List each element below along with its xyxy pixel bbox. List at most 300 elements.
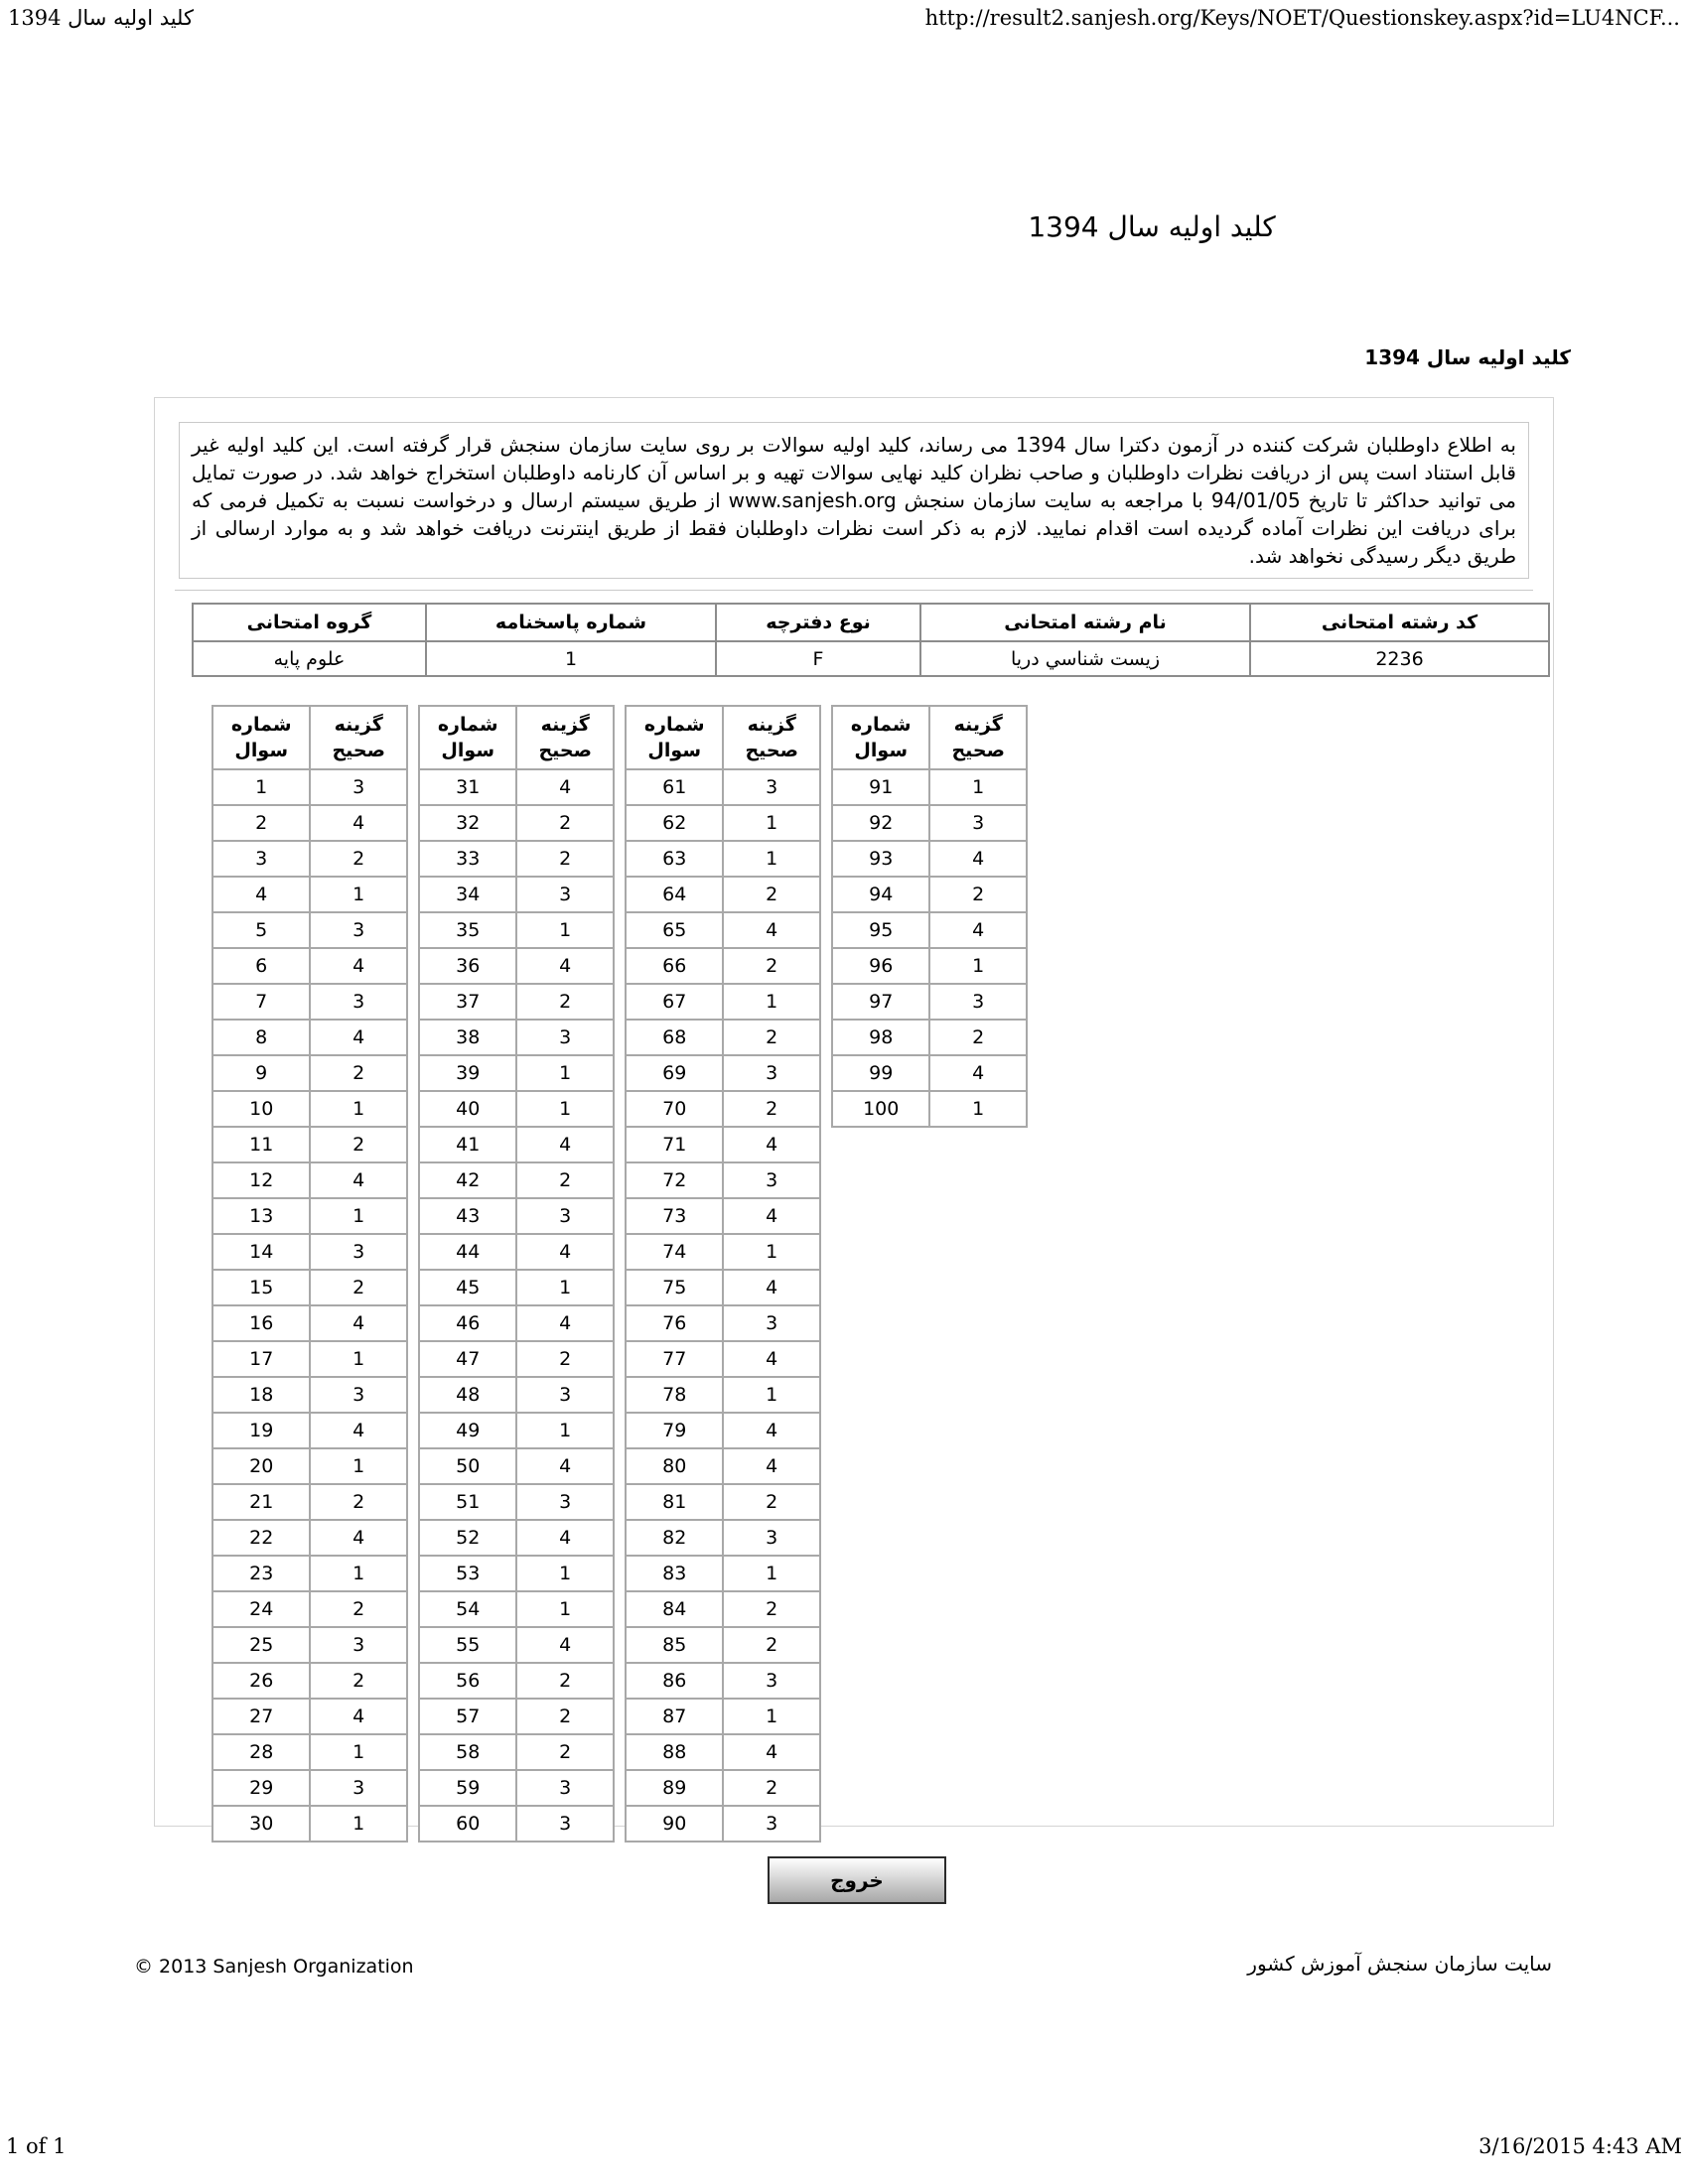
answer-row [419,1198,614,1234]
question-number: 89 [626,1770,723,1806]
correct-option: 4 [723,1127,820,1162]
answer-key-table [211,705,408,1843]
correct-option: 3 [723,1520,820,1556]
question-number: 54 [419,1591,516,1627]
answer-key-table [625,705,821,1843]
correct-option: 4 [723,1448,820,1484]
correct-option: 1 [723,984,820,1020]
answer-row [832,805,1027,841]
correct-option: 2 [516,841,614,877]
question-number: 3 [212,841,310,877]
answersheet-no-value: 1 [426,641,716,676]
question-number-header: شماره سوال [419,706,516,769]
question-number: 85 [626,1627,723,1663]
question-number: 11 [212,1127,310,1162]
answer-row [832,841,1027,877]
question-number: 1 [212,769,310,805]
correct-option: 1 [929,948,1027,984]
correct-option: 1 [723,805,820,841]
correct-option: 3 [723,1806,820,1842]
answer-row [832,912,1027,948]
answer-row [626,912,820,948]
answer-row [212,1305,407,1341]
question-number: 77 [626,1341,723,1377]
answer-row [419,769,614,805]
question-number: 99 [832,1055,929,1091]
answer-row [212,769,407,805]
answer-row [212,1448,407,1484]
question-number: 10 [212,1091,310,1127]
question-number: 73 [626,1198,723,1234]
question-number: 88 [626,1734,723,1770]
answer-row [212,1270,407,1305]
question-number: 7 [212,984,310,1020]
question-number: 16 [212,1305,310,1341]
answer-row [419,1234,614,1270]
correct-option: 2 [723,1091,820,1127]
exam-info-value-row [193,641,1549,676]
key-table-header-row [212,706,407,769]
question-number: 65 [626,912,723,948]
correct-option: 2 [310,1270,407,1305]
answer-row [626,1055,820,1091]
question-number: 17 [212,1341,310,1377]
correct-option: 4 [310,1305,407,1341]
question-number: 87 [626,1699,723,1734]
exam-group-value: علوم پایه [193,641,426,676]
answer-row [419,1377,614,1413]
correct-option: 3 [516,1484,614,1520]
question-number: 32 [419,805,516,841]
answer-row [626,1091,820,1127]
correct-option: 3 [516,1806,614,1842]
answer-row [419,1734,614,1770]
answer-row [626,769,820,805]
question-number: 51 [419,1484,516,1520]
answer-row [212,805,407,841]
question-number: 8 [212,1020,310,1055]
question-number: 72 [626,1162,723,1198]
question-number: 41 [419,1127,516,1162]
answer-row [626,1234,820,1270]
answer-row [832,984,1027,1020]
correct-option: 1 [310,1341,407,1377]
correct-option: 3 [723,1305,820,1341]
correct-option-header: گزینه صحیح [310,706,407,769]
question-number: 4 [212,877,310,912]
correct-option: 2 [723,1770,820,1806]
question-number: 36 [419,948,516,984]
correct-option: 4 [929,841,1027,877]
correct-option: 4 [310,1413,407,1448]
answer-row [212,1627,407,1663]
question-number: 64 [626,877,723,912]
question-number: 45 [419,1270,516,1305]
notice-text: به اطلاع داوطلبان شرکت کننده در آزمون دکترا سال 1394 می رساند، کلید اولیه سوالات بر روی سایت سازمان سنجش قرار گرفته است. این کلید اولیه غیر قابل استناد است پس از دریافت نظرات داوطلبان و صاحب نظران کلید نهایی سوالات تهیه و بر اساس آن کارنامه داوطلبان استخراج خواهد شد. در صورت تمایل می توانید حداکثر تا تاریخ 94/01/05 با مراجعه به سایت سازمان سنجش www.sanjesh.org از طریق سیستم ارسال و درخواست نسبت به تکمیل فرمی که برای دریافت این نظرات آماده گردیده است اقدام نمایید. لازم به ذکر است نظرات داوطلبان فقط از طریق اینترنت دریافت خواهد شد و به موارد ارسالی از طریق دیگر رسیدگی نخواهد شد. [179,422,1529,579]
correct-option: 1 [310,1806,407,1842]
question-number: 6 [212,948,310,984]
answer-row [626,1448,820,1484]
exam-field-value: زیست شناسي دریا [920,641,1250,676]
correct-option: 2 [310,1591,407,1627]
page-subtitle: کلید اولیه سال 1394 [1364,345,1571,369]
exam-info-table [192,603,1550,677]
correct-option: 2 [929,877,1027,912]
booklet-type-value: F [716,641,920,676]
question-number: 96 [832,948,929,984]
question-number: 55 [419,1627,516,1663]
question-number: 50 [419,1448,516,1484]
question-number: 44 [419,1234,516,1270]
correct-option: 2 [723,948,820,984]
answer-key-table [418,705,615,1843]
answer-row [626,1484,820,1520]
question-number: 40 [419,1091,516,1127]
question-number: 24 [212,1591,310,1627]
answer-row [212,1556,407,1591]
answer-row [626,1377,820,1413]
answer-row [419,1020,614,1055]
answer-row [419,912,614,948]
correct-option: 2 [310,1663,407,1699]
correct-option: 4 [723,1198,820,1234]
question-number: 19 [212,1413,310,1448]
correct-option: 4 [516,1448,614,1484]
question-number: 43 [419,1198,516,1234]
correct-option: 4 [516,1234,614,1270]
exam-group-header: گروه امتحانی [193,604,426,641]
question-number: 18 [212,1377,310,1413]
answer-row [419,1413,614,1448]
question-number: 48 [419,1377,516,1413]
question-number: 30 [212,1806,310,1842]
answer-row [212,877,407,912]
exit-button[interactable]: خروج [768,1856,946,1904]
answer-row [419,1770,614,1806]
question-number: 52 [419,1520,516,1556]
correct-option: 1 [929,769,1027,805]
question-number: 82 [626,1520,723,1556]
correct-option: 4 [310,1520,407,1556]
correct-option: 1 [310,1556,407,1591]
correct-option: 3 [723,1162,820,1198]
correct-option: 3 [310,1770,407,1806]
answer-row [212,984,407,1020]
correct-option: 1 [723,841,820,877]
correct-option: 4 [516,1127,614,1162]
answer-row [419,1270,614,1305]
correct-option: 4 [516,769,614,805]
site-name-text: سایت سازمان سنجش آموزش کشور [1247,1952,1552,1976]
answer-row [419,1591,614,1627]
correct-option: 4 [516,1520,614,1556]
question-number: 37 [419,984,516,1020]
answer-key-table [831,705,1028,1128]
answer-row [832,877,1027,912]
answer-row [212,1091,407,1127]
correct-option: 4 [723,1270,820,1305]
print-header-title: کلید اولیه سال 1394 [8,6,195,30]
correct-option: 4 [929,1055,1027,1091]
answer-row [212,1484,407,1520]
correct-option: 3 [723,769,820,805]
question-number: 49 [419,1413,516,1448]
question-number: 38 [419,1020,516,1055]
correct-option: 2 [310,841,407,877]
question-number: 86 [626,1663,723,1699]
correct-option: 4 [310,1699,407,1734]
correct-option: 4 [516,948,614,984]
question-number: 63 [626,841,723,877]
correct-option: 2 [516,1699,614,1734]
correct-option: 4 [723,912,820,948]
answer-row [626,1127,820,1162]
correct-option: 1 [516,912,614,948]
question-number: 61 [626,769,723,805]
correct-option: 1 [310,1198,407,1234]
question-number: 56 [419,1663,516,1699]
correct-option: 4 [310,948,407,984]
question-number: 68 [626,1020,723,1055]
print-header [8,6,1680,30]
answer-row [419,1663,614,1699]
answer-row [626,1806,820,1842]
question-number: 9 [212,1055,310,1091]
answer-row [419,1305,614,1341]
answer-row [626,805,820,841]
correct-option: 2 [310,1484,407,1520]
correct-option: 3 [516,1020,614,1055]
question-number-header: شماره سوال [626,706,723,769]
question-number: 29 [212,1770,310,1806]
correct-option: 1 [516,1091,614,1127]
answer-row [419,1484,614,1520]
answer-row [419,1806,614,1842]
question-number: 58 [419,1734,516,1770]
correct-option: 2 [310,1055,407,1091]
question-number: 74 [626,1234,723,1270]
exam-info-header-row [193,604,1549,641]
answer-row [626,1270,820,1305]
correct-option: 3 [929,984,1027,1020]
question-number: 80 [626,1448,723,1484]
correct-option: 4 [723,1734,820,1770]
answer-row [212,948,407,984]
correct-option: 3 [310,1234,407,1270]
correct-option: 3 [516,877,614,912]
answer-row [419,1091,614,1127]
question-number: 57 [419,1699,516,1734]
answer-row [626,1305,820,1341]
page-title: کلید اولیه سال 1394 [1028,210,1276,243]
question-number: 90 [626,1806,723,1842]
answer-row [626,1520,820,1556]
answer-row [626,1770,820,1806]
answer-row [212,1055,407,1091]
answer-row [626,1162,820,1198]
correct-option: 1 [310,1448,407,1484]
correct-option: 1 [516,1270,614,1305]
answer-row [419,1699,614,1734]
answer-row [626,1198,820,1234]
question-number: 71 [626,1127,723,1162]
question-number: 100 [832,1091,929,1127]
answer-row [626,1341,820,1377]
correct-option: 4 [723,1413,820,1448]
correct-option: 2 [723,1591,820,1627]
question-number: 31 [419,769,516,805]
answer-row [212,1413,407,1448]
correct-option: 1 [516,1591,614,1627]
question-number: 5 [212,912,310,948]
correct-option: 3 [516,1770,614,1806]
answer-row [626,841,820,877]
print-header-url: http://result2.sanjesh.org/Keys/NOET/Questionskey.aspx?id=LU4NCF... [924,6,1680,30]
correct-option: 1 [310,1091,407,1127]
question-number-header: شماره سوال [832,706,929,769]
correct-option: 4 [310,805,407,841]
answer-row [212,1699,407,1734]
question-number: 83 [626,1556,723,1591]
question-number: 92 [832,805,929,841]
answer-row [626,948,820,984]
correct-option: 4 [516,1627,614,1663]
question-number: 79 [626,1413,723,1448]
answer-row [419,1627,614,1663]
correct-option: 3 [310,1377,407,1413]
question-number: 66 [626,948,723,984]
question-number-header: شماره سوال [212,706,310,769]
question-number: 95 [832,912,929,948]
question-number: 78 [626,1377,723,1413]
question-number: 22 [212,1520,310,1556]
correct-option: 1 [516,1055,614,1091]
question-number: 59 [419,1770,516,1806]
correct-option: 1 [723,1556,820,1591]
answer-row [212,1234,407,1270]
answer-row [212,912,407,948]
correct-option: 1 [929,1091,1027,1127]
answer-row [419,1162,614,1198]
answer-row [212,1198,407,1234]
correct-option: 3 [310,769,407,805]
correct-option: 4 [723,1341,820,1377]
question-number: 53 [419,1556,516,1591]
keys-section [175,590,1533,1843]
question-number: 47 [419,1341,516,1377]
question-number: 84 [626,1591,723,1627]
correct-option: 2 [723,877,820,912]
question-number: 46 [419,1305,516,1341]
question-number: 75 [626,1270,723,1305]
answer-row [419,805,614,841]
correct-option: 1 [516,1556,614,1591]
correct-option: 2 [723,1484,820,1520]
question-number: 69 [626,1055,723,1091]
question-number: 70 [626,1091,723,1127]
answer-row [626,1627,820,1663]
key-table-header-row [626,706,820,769]
correct-option: 2 [516,1734,614,1770]
correct-option: 2 [929,1020,1027,1055]
answer-row [212,1341,407,1377]
question-number: 27 [212,1699,310,1734]
correct-option: 4 [929,912,1027,948]
correct-option: 1 [723,1699,820,1734]
content-panel [154,397,1554,1835]
correct-option: 1 [310,877,407,912]
print-timestamp: 3/16/2015 4:43 AM [1478,2134,1682,2158]
correct-option: 2 [723,1627,820,1663]
correct-option: 4 [310,1162,407,1198]
correct-option: 3 [723,1055,820,1091]
answer-row [626,1020,820,1055]
question-number: 62 [626,805,723,841]
answer-row [419,841,614,877]
answer-row [212,1734,407,1770]
answer-row [419,948,614,984]
correct-option: 2 [516,1663,614,1699]
answer-row [832,1020,1027,1055]
answer-row [832,769,1027,805]
question-number: 33 [419,841,516,877]
question-number: 97 [832,984,929,1020]
key-table-header-row [832,706,1027,769]
correct-option: 2 [310,1127,407,1162]
answer-row [419,877,614,912]
correct-option: 3 [723,1663,820,1699]
question-number: 39 [419,1055,516,1091]
answer-row [212,1591,407,1627]
answer-row [212,841,407,877]
question-number: 34 [419,877,516,912]
question-number: 23 [212,1556,310,1591]
answer-row [626,1556,820,1591]
answer-row [212,1520,407,1556]
answer-row [626,1413,820,1448]
correct-option: 2 [516,984,614,1020]
question-number: 42 [419,1162,516,1198]
answer-row [832,948,1027,984]
correct-option: 4 [310,1020,407,1055]
page-number: 1 of 1 [6,2134,67,2158]
correct-option: 2 [516,1162,614,1198]
correct-option: 3 [310,912,407,948]
correct-option: 2 [516,1341,614,1377]
booklet-type-header: نوع دفترچه [716,604,920,641]
answer-row [419,1448,614,1484]
answer-row [212,1377,407,1413]
exam-code-value: 2236 [1250,641,1549,676]
correct-option-header: گزینه صحیح [929,706,1027,769]
correct-option: 1 [310,1734,407,1770]
question-number: 13 [212,1198,310,1234]
correct-option: 3 [310,1627,407,1663]
question-number: 81 [626,1484,723,1520]
question-number: 2 [212,805,310,841]
correct-option: 2 [516,805,614,841]
question-number: 25 [212,1627,310,1663]
answer-row [626,877,820,912]
correct-option: 1 [723,1234,820,1270]
exam-code-header: کد رشته امتحانی [1250,604,1549,641]
correct-option: 3 [310,984,407,1020]
answer-row [419,1055,614,1091]
correct-option: 3 [516,1377,614,1413]
question-number: 94 [832,877,929,912]
answer-row [419,1341,614,1377]
correct-option: 2 [723,1020,820,1055]
